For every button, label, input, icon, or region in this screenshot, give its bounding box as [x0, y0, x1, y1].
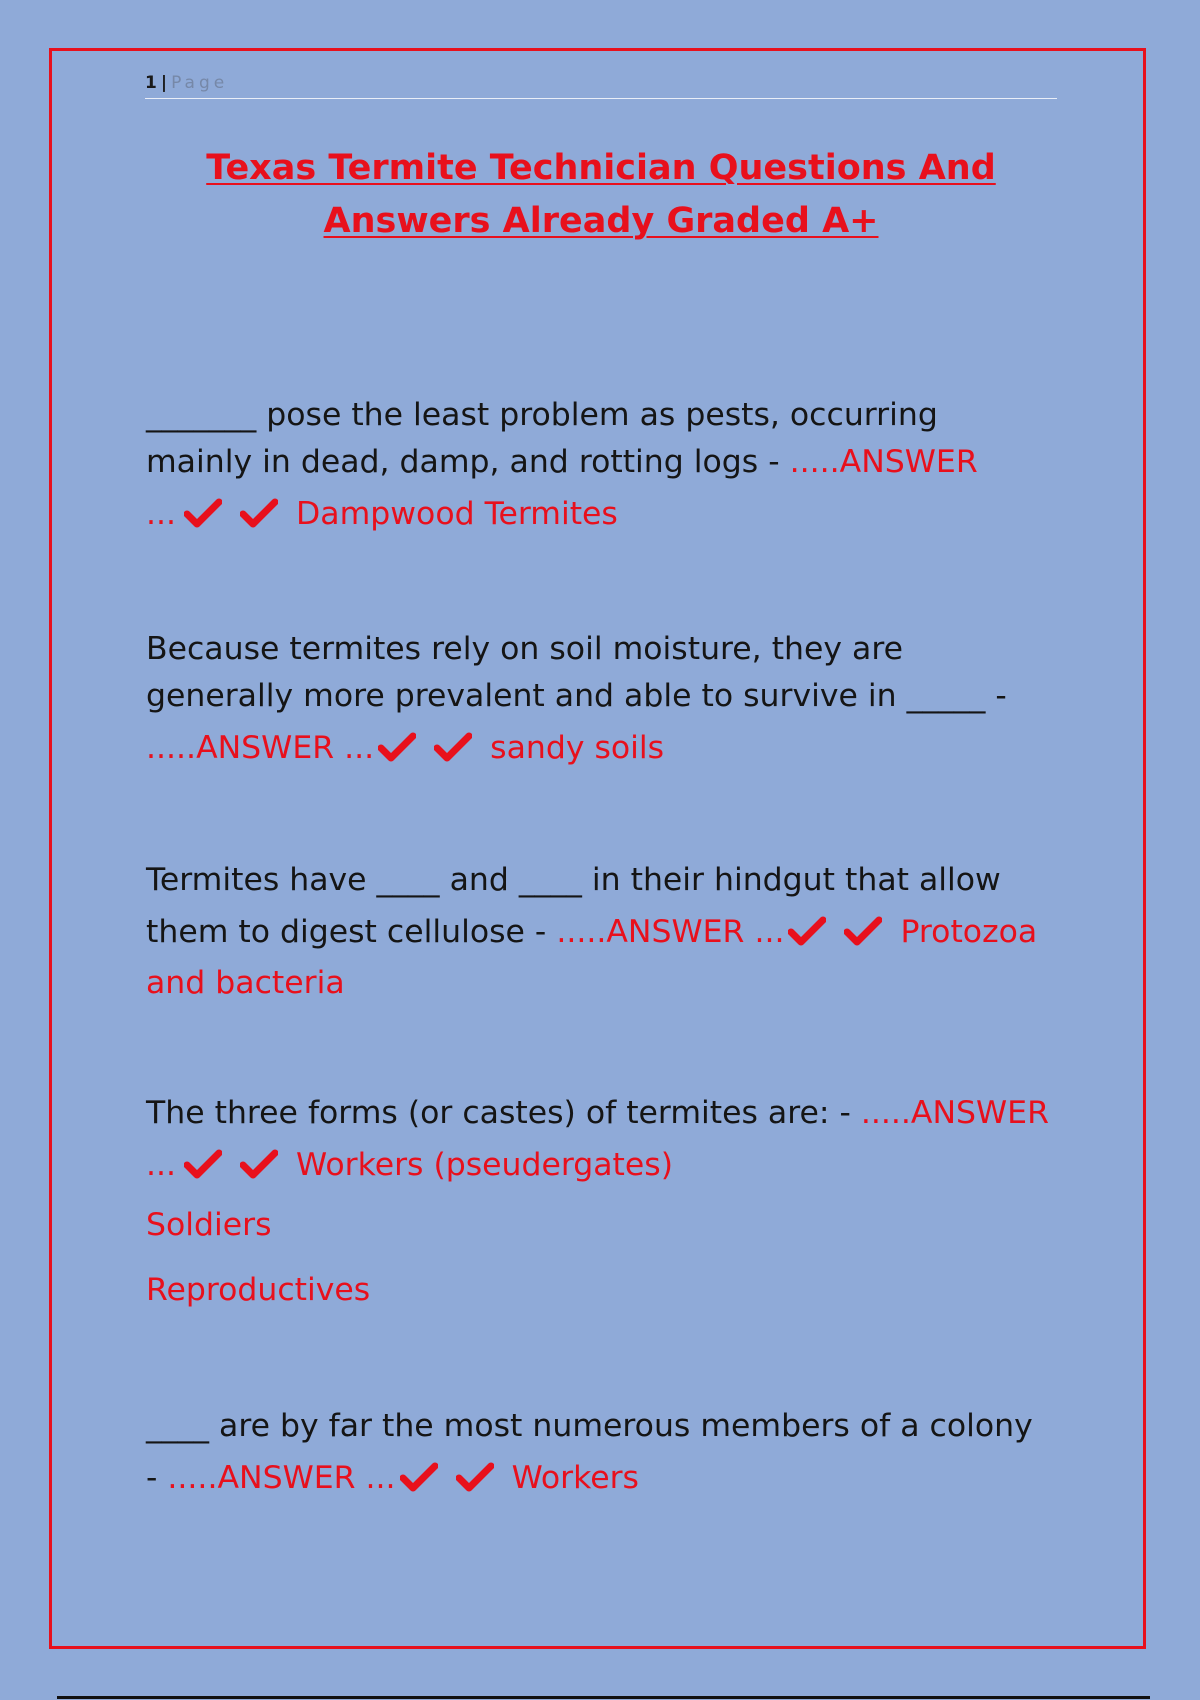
- question-2-line-1: Because termites rely on soil moisture, they are: [146, 631, 903, 667]
- check-mark-icon: [184, 498, 222, 528]
- answer-5-text: Workers: [511, 1460, 639, 1496]
- title-line-2: Answers Already Graded A+: [323, 201, 879, 241]
- page-number: 1: [145, 73, 157, 93]
- qa-item-4: [146, 1090, 1058, 1323]
- question-1-line-1: _______ pose the least problem as pests, occurring: [146, 397, 938, 433]
- answer-2-text: sandy soils: [490, 730, 665, 766]
- ellipsis: ...: [365, 1460, 396, 1496]
- question-5-line-1: ____ are by far the most numerous members of a colony: [146, 1408, 1033, 1444]
- question-4-text: The three forms (or castes) of termites are: -: [146, 1095, 861, 1131]
- ellipsis: ...: [146, 496, 177, 532]
- title-line-1: Texas Termite Technician Questions And: [206, 148, 996, 188]
- answer-3-text-part-1: Protozoa: [900, 914, 1038, 950]
- answer-marker: .....ANSWER: [167, 1460, 356, 1496]
- question-5-line-2: [146, 1450, 1058, 1506]
- question-1-text: mainly in dead, damp, and rotting logs -: [146, 444, 790, 480]
- page-label: Page: [171, 73, 229, 93]
- page-header: [145, 70, 1057, 99]
- qa-item-1: [146, 392, 1058, 542]
- answer-2-line: [146, 720, 1058, 776]
- ellipsis: ...: [754, 914, 785, 950]
- answer-4-text: Workers (pseudergates): [296, 1147, 673, 1183]
- answer-3-text-part-2: and bacteria: [146, 965, 345, 1001]
- qa-item-3: [146, 857, 1058, 1007]
- check-mark-icon: [378, 732, 416, 762]
- answer-4-extra-2: Reproductives: [146, 1272, 371, 1308]
- question-5-text: -: [146, 1460, 168, 1496]
- ellipsis: ...: [146, 1147, 177, 1183]
- answer-marker: .....ANSWER: [556, 914, 745, 950]
- qa-item-5: [146, 1403, 1058, 1506]
- answer-1-line: [146, 486, 1058, 542]
- check-mark-icon: [434, 732, 472, 762]
- check-mark-icon: [184, 1149, 222, 1179]
- answer-1-text: Dampwood Termites: [296, 496, 618, 532]
- answer-marker: .....ANSWER: [789, 444, 978, 480]
- question-4-line-1: [146, 1090, 1058, 1137]
- question-3-line-1: Termites have ____ and ____ in their hindgut that allow: [146, 862, 1001, 898]
- check-mark-icon: [844, 916, 882, 946]
- check-mark-icon: [456, 1462, 494, 1492]
- check-mark-icon: [400, 1462, 438, 1492]
- bottom-divider: [57, 1696, 1150, 1699]
- page-separator: |: [160, 73, 168, 93]
- check-mark-icon: [788, 916, 826, 946]
- ellipsis: ...: [344, 730, 375, 766]
- question-1-line-2: [146, 439, 1058, 486]
- answer-marker: .....ANSWER: [860, 1095, 1049, 1131]
- answer-4-line: [146, 1137, 1058, 1193]
- qa-item-2: [146, 626, 1058, 776]
- answer-marker: .....ANSWER: [146, 730, 335, 766]
- document-title: [145, 142, 1057, 248]
- question-2-line-2: generally more prevalent and able to survive in _____ -: [146, 678, 1007, 714]
- question-3-line-2: [146, 904, 1058, 960]
- answer-4-extra-1: Soldiers: [146, 1207, 272, 1243]
- question-3-text: them to digest cellulose -: [146, 914, 557, 950]
- check-mark-icon: [240, 1149, 278, 1179]
- check-mark-icon: [240, 498, 278, 528]
